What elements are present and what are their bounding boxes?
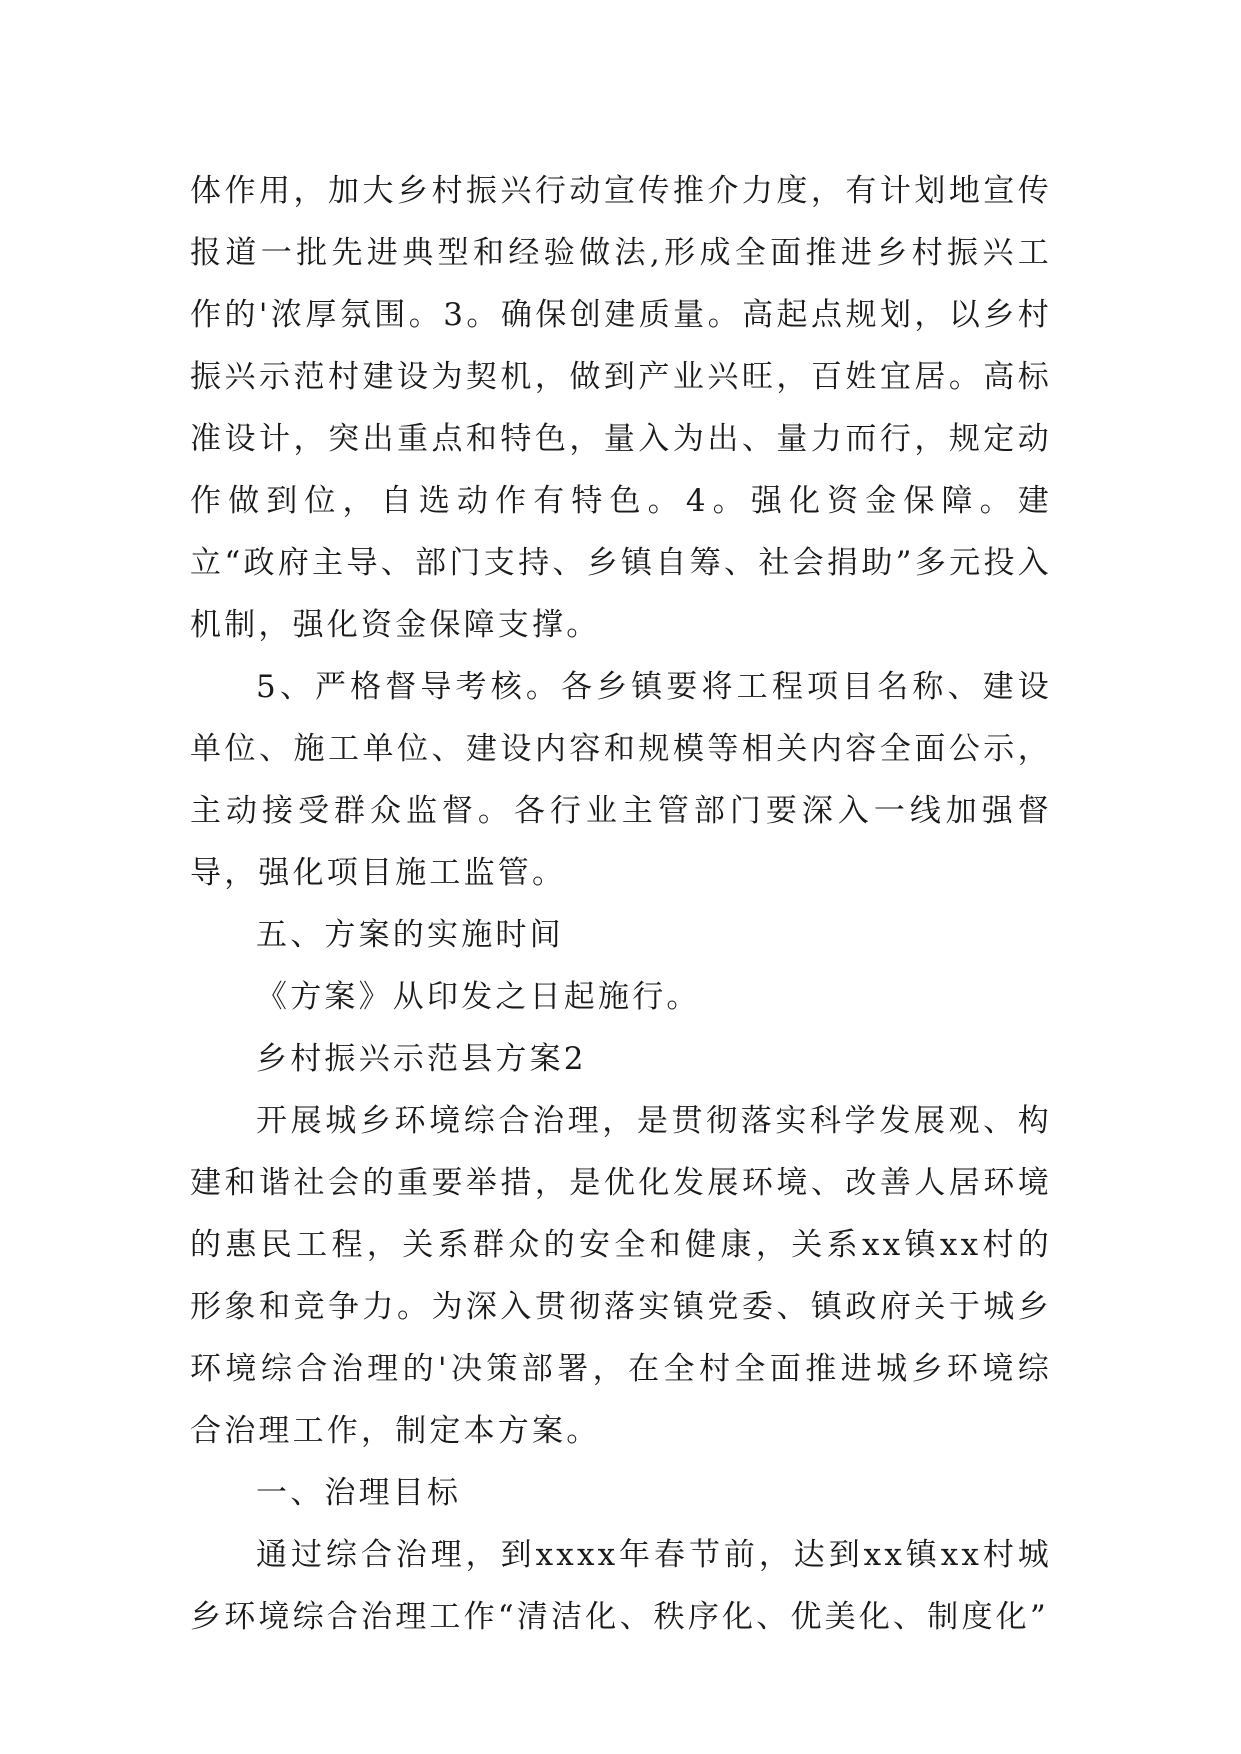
section-heading-implementation-time: 五、方案的实施时间 [256,917,564,953]
document-subtitle: 乡村振兴示范县方案2 [256,1041,587,1077]
paragraph-goals: 通过综合治理，到xxxx年春节前，达到xx镇xx村城乡环境综合治理工作“清洁化、秩序化、优美化、制度化” [190,1537,1052,1635]
section-heading-governance-goals: 一、治理目标 [256,1475,462,1511]
paragraph-supervision: 5、严格督导考核。各乡镇要将工程项目名称、建设单位、施工单位、建设内容和规模等相关内容全面公示，主动接受群众监督。各行业主管部门要深入一线加强督导，强化项目施工监管。 [190,669,1052,891]
paragraph-introduction: 开展城乡环境综合治理，是贯彻落实科学发展观、构建和谐社会的重要举措，是优化发展环境、改善人居环境的惠民工程，关系群众的安全和健康，关系xx镇xx村的形象和竞争力。为深入贯彻落实镇党委、镇政府关于城乡环境综合治理的'决策部署，在全村全面推进城乡环境综合治理工作，制定本方案。 [190,1103,1052,1449]
paragraph-publicity-quality-funding: 体作用，加大乡村振兴行动宣传推介力度，有计划地宣传报道一批先进典型和经验做法,形成全面推进乡村振兴工作的'浓厚氛围。3。确保创建质量。高起点规划，以乡村振兴示范村建设为契机，做到产业兴旺，百姓宜居。高标准设计，突出重点和特色，量入为出、量力而行，规定动作做到位，自选动作有特色。4。强化资金保障。建立“政府主导、部门支持、乡镇自筹、社会捐助”多元投入机制，强化资金保障支撑。 [190,173,1052,643]
paragraph-effective-date: 《方案》从印发之日起施行。 [256,979,701,1015]
document-body [190,160,1052,1648]
